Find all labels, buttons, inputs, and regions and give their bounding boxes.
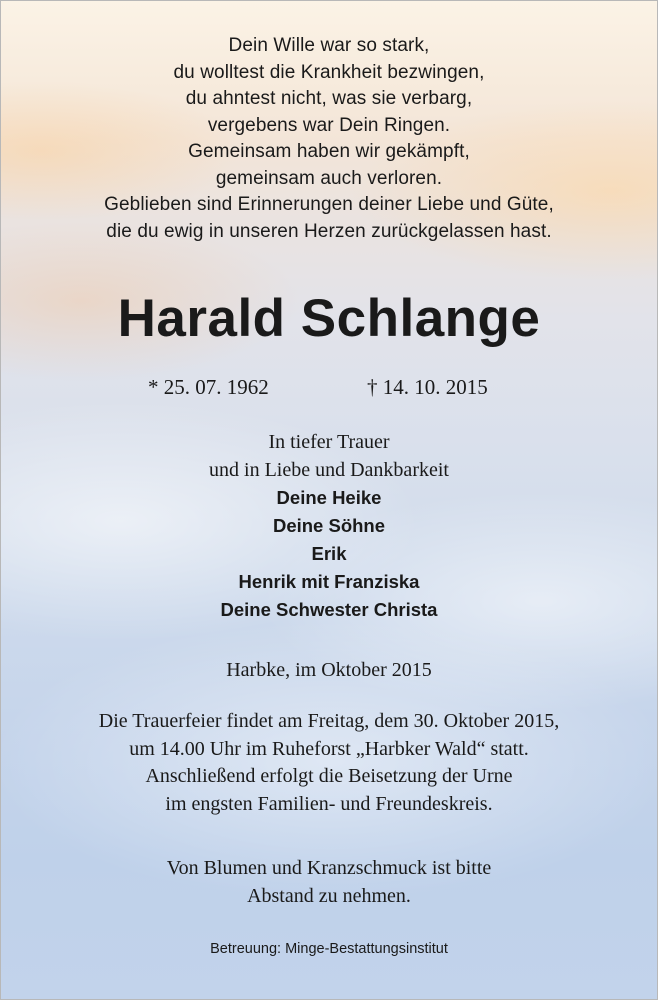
ceremony-line: Anschließend erfolgt die Beisetzung der Urne: [145, 765, 513, 787]
poem-line: Geblieben sind Erinnerungen deiner Liebe und Güte,: [104, 194, 554, 215]
funeral-ceremony-info: [1, 708, 657, 818]
mourner-name: Deine Heike: [276, 487, 382, 508]
mourners-intro-line: und in Liebe und Dankbarkeit: [209, 459, 449, 481]
flowers-note: [1, 854, 657, 910]
poem-line: Dein Wille war so stark,: [228, 35, 430, 56]
poem-line: gemeinsam auch verloren.: [215, 167, 443, 189]
deceased-name: Harald Schlange: [117, 289, 541, 348]
poem-line: du wolltest die Krankheit bezwingen,: [173, 61, 485, 83]
poem-line: vergebens war Dein Ringen.: [207, 114, 451, 136]
ceremony-line: Die Trauerfeier findet am Freitag, dem 30. Oktober 2015,: [98, 710, 560, 732]
flowers-line: Von Blumen und Kranzschmuck ist bitte: [166, 857, 492, 879]
death-date: † 14. 10. 2015: [367, 375, 488, 399]
memorial-poem: [1, 33, 657, 245]
flowers-line: Abstand zu nehmen.: [247, 885, 411, 907]
ceremony-line: im engsten Familien- und Freundeskreis.: [165, 792, 493, 815]
birth-date: * 25. 07. 1962: [148, 375, 269, 399]
poem-line: die du ewig in unseren Herzen zurückgelassen hast.: [106, 220, 552, 242]
poem-line: du ahntest nicht, was sie verbarg,: [185, 88, 473, 109]
place-and-date: Harbke, im Oktober 2015: [226, 659, 432, 681]
mourner-name: Erik: [311, 543, 347, 564]
mourner-name: Henrik mit Franziska: [238, 571, 420, 592]
mourners-intro-line: In tiefer Trauer: [268, 431, 390, 453]
mourner-name: Deine Söhne: [272, 515, 386, 536]
mourner-name: Deine Schwester Christa: [220, 599, 438, 620]
poem-line: Gemeinsam haben wir gekämpft,: [188, 141, 470, 162]
funeral-home-credit: Betreuung: Minge-Bestattungsinstitut: [210, 941, 448, 957]
mourners-block: [1, 428, 657, 624]
ceremony-line: um 14.00 Uhr im Ruheforst „Harbker Wald“ statt.: [129, 737, 529, 760]
